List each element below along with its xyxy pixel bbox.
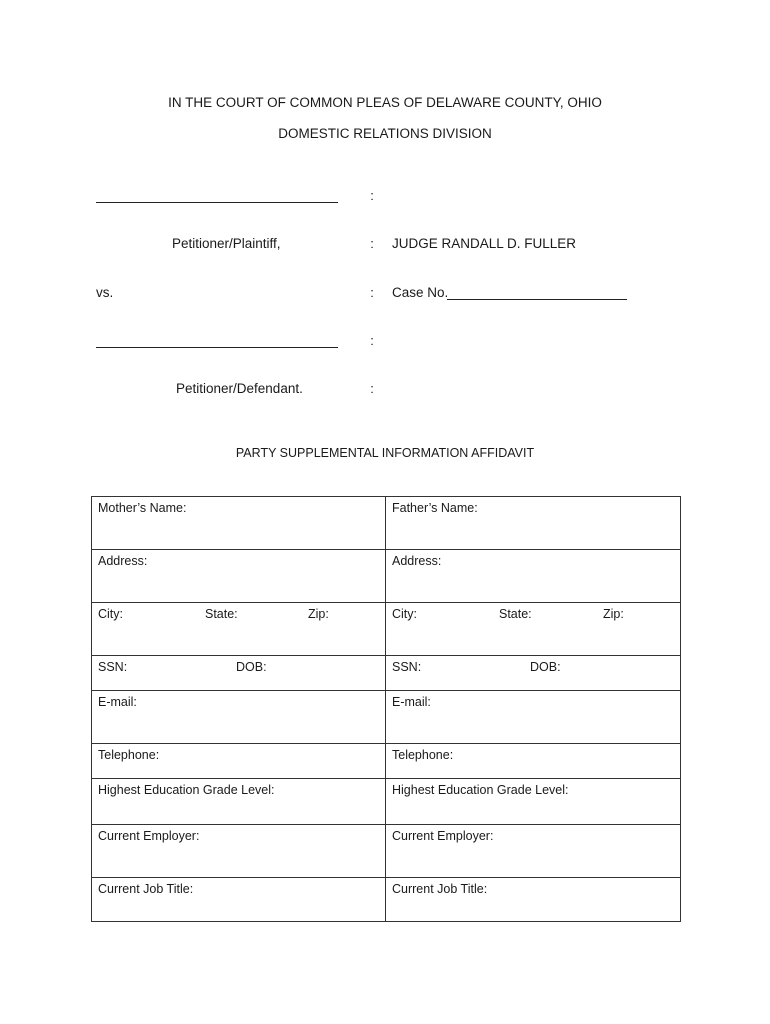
table-row — [92, 497, 681, 550]
table-row — [92, 603, 681, 656]
father-zip-label: Zip: — [603, 607, 624, 621]
mother-address-label: Address: — [98, 554, 148, 568]
father-name-label: Father’s Name: — [392, 501, 478, 515]
mother-email-label: E-mail: — [98, 695, 137, 709]
information-table — [91, 496, 681, 922]
father-job-title-cell[interactable] — [386, 878, 681, 922]
father-city-label: City: — [392, 607, 417, 621]
mother-email-cell[interactable] — [92, 691, 386, 744]
form-title: PARTY SUPPLEMENTAL INFORMATION AFFIDAVIT — [235, 446, 535, 460]
mother-city-state-zip-cell[interactable] — [92, 603, 386, 656]
father-city-state-zip-cell[interactable] — [386, 603, 681, 656]
mother-education-cell[interactable] — [92, 779, 386, 825]
father-state-label: State: — [499, 607, 532, 621]
mother-employer-label: Current Employer: — [98, 829, 200, 843]
father-email-label: E-mail: — [392, 695, 431, 709]
father-education-cell[interactable] — [386, 779, 681, 825]
mother-education-label: Highest Education Grade Level: — [98, 783, 275, 797]
table-row — [92, 878, 681, 922]
mother-dob-label: DOB: — [236, 660, 267, 674]
court-heading: IN THE COURT OF COMMON PLEAS OF DELAWARE COUNTY, OHIO — [168, 95, 602, 110]
mother-state-label: State: — [205, 607, 238, 621]
mother-telephone-cell[interactable] — [92, 744, 386, 779]
father-education-label: Highest Education Grade Level: — [392, 783, 569, 797]
father-address-label: Address: — [392, 554, 442, 568]
caption-colon: : — [370, 236, 374, 251]
case-number-line[interactable] — [447, 299, 627, 300]
table-row — [92, 744, 681, 779]
father-employer-label: Current Employer: — [392, 829, 494, 843]
father-name-cell[interactable] — [386, 497, 681, 550]
table-row — [92, 779, 681, 825]
mother-employer-cell[interactable] — [92, 825, 386, 878]
table-row — [92, 550, 681, 603]
table-row — [92, 691, 681, 744]
mother-ssn-label: SSN: — [98, 660, 128, 674]
petitioner-defendant-label: Petitioner/Defendant. — [176, 381, 303, 396]
father-ssn-dob-cell[interactable] — [386, 656, 681, 691]
caption-colon: : — [370, 333, 374, 348]
caption-colon: : — [370, 188, 374, 203]
plaintiff-name-line[interactable] — [96, 202, 338, 203]
table-row — [92, 656, 681, 691]
father-employer-cell[interactable] — [386, 825, 681, 878]
defendant-name-line[interactable] — [96, 347, 338, 348]
mother-address-cell[interactable] — [92, 550, 386, 603]
judge-name: JUDGE RANDALL D. FULLER — [392, 236, 577, 251]
caption-colon: : — [370, 285, 374, 300]
mother-job-title-cell[interactable] — [92, 878, 386, 922]
case-number-label: Case No. — [392, 285, 449, 300]
father-email-cell[interactable] — [386, 691, 681, 744]
father-job-title-label: Current Job Title: — [392, 882, 488, 896]
mother-city-label: City: — [98, 607, 123, 621]
father-dob-label: DOB: — [530, 660, 561, 674]
mother-job-title-label: Current Job Title: — [98, 882, 194, 896]
father-address-cell[interactable] — [386, 550, 681, 603]
mother-ssn-dob-cell[interactable] — [92, 656, 386, 691]
versus-label: vs. — [96, 285, 114, 300]
father-telephone-label: Telephone: — [392, 748, 454, 762]
father-telephone-cell[interactable] — [386, 744, 681, 779]
division-heading: DOMESTIC RELATIONS DIVISION — [278, 126, 492, 141]
caption-colon: : — [370, 381, 374, 396]
father-ssn-label: SSN: — [392, 660, 422, 674]
table-row — [92, 825, 681, 878]
petitioner-plaintiff-label: Petitioner/Plaintiff, — [172, 236, 281, 251]
mother-zip-label: Zip: — [308, 607, 329, 621]
mother-name-label: Mother’s Name: — [98, 501, 187, 515]
mother-name-cell[interactable] — [92, 497, 386, 550]
mother-telephone-label: Telephone: — [98, 748, 160, 762]
